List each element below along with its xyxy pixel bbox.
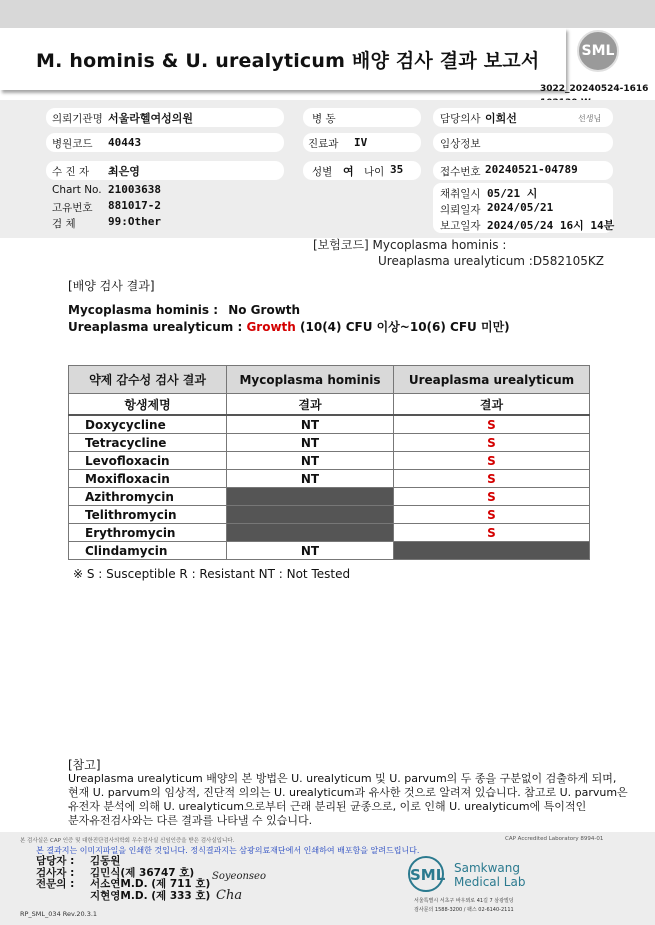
image-notice: 본 결과지는 이미지파일을 인쇄한 것입니다. 정식결과지는 삼광의료재단에서 인쇄하여 배포함을 알려드립니다. (36, 846, 420, 855)
reference-line-1: Ureaplasma urealyticum 배양의 본 방법은 U. urealyticum 및 U. parvum의 두 종을 구분없이 검출하게 되며, (68, 772, 617, 785)
clinical-info-label: 임상정보 (440, 138, 481, 150)
recipient-label: 수 진 자 (52, 166, 90, 178)
mh-not-applicable-cell (227, 488, 394, 506)
subheader-mh-result: 결과 (227, 394, 394, 416)
sensitivity-row (69, 488, 590, 506)
insurance-code-line-1: [보험코드] Mycoplasma hominis : (313, 238, 507, 252)
subheader-antibiotic: 항생제명 (69, 394, 227, 416)
chart-no-label: Chart No. (52, 184, 102, 196)
uu-culture-range: (10(4) CFU 이상~10(6) CFU 미만) (300, 320, 510, 334)
sex-value: 여 (343, 165, 354, 178)
age-value: 35 (390, 163, 404, 176)
company-logo-text: SML (410, 866, 446, 884)
signature-1: Soyeonseo (212, 871, 266, 882)
sensitivity-table (68, 365, 590, 560)
fine-print: 본 검사실은 CAP 인증 및 대한진단검사의학회 우수검사실 신임인증을 받은 검사실입니다. (20, 838, 235, 844)
drug-name: Levofloxacin (69, 452, 227, 470)
hospital-code-label: 병원코드 (52, 138, 93, 150)
staff-name-3: 서소연M.D. (제 711 호) (90, 878, 211, 890)
sensitivity-row (69, 470, 590, 488)
department-value: IV (354, 136, 368, 149)
mh-result-cell: NT (227, 415, 394, 434)
culture-section-title: [배양 검사 결과] (68, 279, 155, 293)
sensitivity-header-row (69, 366, 590, 394)
header-mh: Mycoplasma hominis (227, 366, 394, 394)
collected-label: 채취일시 (440, 188, 481, 200)
mh-culture-result (68, 303, 300, 317)
requested-value: 2024/05/21 (487, 201, 554, 214)
mh-culture-value: No Growth (228, 303, 301, 317)
age-label: 나이 (364, 166, 385, 178)
insurance-code-line-2: Ureaplasma urealyticum :D582105KZ (378, 254, 604, 268)
mh-result-cell: NT (227, 470, 394, 488)
company-name-en-1: Samkwang (454, 861, 520, 875)
reference-line-4: 분자유전검사와는 다른 결과를 나타낼 수 있습니다. (68, 814, 313, 827)
report-number-line-1: 3022_20240524-1616 (540, 84, 649, 94)
drug-name: Telithromycin (69, 506, 227, 524)
staff-name-4: 지현영M.D. (제 333 호) (90, 890, 211, 902)
drug-name: Azithromycin (69, 488, 227, 506)
unique-no-value: 881017-2 (108, 199, 161, 212)
drug-name: Doxycycline (69, 415, 227, 434)
top-band (0, 0, 655, 28)
ward-label: 병 동 (312, 113, 336, 125)
uu-result-cell: S (394, 452, 590, 470)
mh-not-applicable-cell (227, 506, 394, 524)
company-block (406, 856, 626, 920)
drug-name: Erythromycin (69, 524, 227, 542)
sensitivity-row (69, 524, 590, 542)
mh-result-cell: NT (227, 434, 394, 452)
uu-not-applicable-cell (394, 542, 590, 560)
mh-result-cell: NT (227, 542, 394, 560)
reported-value: 2024/05/24 16시 14분 (487, 219, 615, 232)
sml-company-logo (406, 856, 626, 916)
company-address: 서울특별시 서초구 바우뫼로 41길 7 삼광빌딩 (414, 898, 514, 904)
reference-line-2: 현재 U. parvum의 임상적, 진단적 의의는 U. urealyticum과 유사한 것으로 알려져 있습니다. 참고로 U. parvum은 (68, 786, 628, 799)
sensitivity-row (69, 434, 590, 452)
receipt-no-label: 접수번호 (440, 166, 481, 178)
specimen-value: 99:Other (108, 215, 161, 228)
staff-role-3: 전문의 : (36, 878, 75, 890)
institution-label: 의뢰기관명 (52, 113, 103, 125)
drug-name: Moxifloxacin (69, 470, 227, 488)
uu-result-cell: S (394, 415, 590, 434)
uu-result-cell: S (394, 434, 590, 452)
reported-label: 보고일자 (440, 220, 481, 232)
institution-value: 서울라헬여성의원 (108, 112, 194, 125)
requested-label: 의뢰일자 (440, 204, 481, 216)
staff-name-1: 김동원 (90, 855, 121, 867)
reference-line-3: 유전자 분석에 의해 U. urealyticum으로부터 근래 분리된 균종으로, 이로 인해 U. urealyticum에 특이적인 (68, 800, 587, 813)
sensitivity-row (69, 542, 590, 560)
doctor-value: 이희선 (485, 112, 517, 125)
staff-role-1: 담당자 : (36, 855, 75, 867)
uu-culture-label: Ureaplasma urealyticum : (68, 320, 243, 334)
company-phone: 검사문의 1588-3200 / 팩스 02-6140-2111 (414, 907, 514, 913)
staff-name-2: 김민식(제 36747 호) (90, 867, 195, 879)
reference-title: [참고] (68, 758, 101, 772)
drug-name: Tetracycline (69, 434, 227, 452)
signature-2: Cha (216, 888, 243, 903)
receipt-no-value: 20240521-04789 (485, 163, 578, 176)
page-title: M. hominis & U. urealyticum 배양 검사 결과 보고서 (36, 50, 540, 72)
collected-value: 05/21 시 (487, 187, 538, 200)
sensitivity-subheader-row (69, 394, 590, 416)
sml-logo: SML (577, 30, 619, 72)
specimen-label: 검 체 (52, 218, 76, 230)
header-uu: Ureaplasma urealyticum (394, 366, 590, 394)
unique-no-label: 고유번호 (52, 202, 93, 214)
header-drug-test: 약제 감수성 검사 결과 (69, 366, 227, 394)
subheader-uu-result: 결과 (394, 394, 590, 416)
mh-culture-label: Mycoplasma hominis : (68, 303, 219, 317)
uu-result-cell: S (394, 524, 590, 542)
company-name-en-2: Medical Lab (454, 875, 526, 889)
legend-note: ※ S : Susceptible R : Resistant NT : Not Tested (73, 567, 351, 581)
uu-culture-value: Growth (246, 320, 296, 334)
mh-not-applicable-cell (227, 524, 394, 542)
sensitivity-row (69, 452, 590, 470)
sensitivity-row (69, 415, 590, 434)
uu-culture-result (68, 318, 510, 335)
recipient-value: 최은영 (108, 165, 140, 178)
uu-result-cell: S (394, 506, 590, 524)
document-code: RP_SML_034 Rev.20.3.1 (20, 910, 98, 918)
doctor-suffix: 선생님 (578, 114, 602, 123)
sensitivity-row (69, 506, 590, 524)
cap-text: CAP Accredited Laboratory 8994-01 (505, 836, 604, 842)
chart-no-value: 21003638 (108, 183, 161, 196)
doctor-label: 담당의사 (440, 113, 481, 125)
hospital-code-value: 40443 (108, 136, 142, 149)
uu-result-cell: S (394, 488, 590, 506)
department-label: 진료과 (308, 138, 339, 150)
drug-name: Clindamycin (69, 542, 227, 560)
staff-role-2: 검사자 : (36, 867, 75, 879)
uu-result-cell: S (394, 470, 590, 488)
mh-result-cell: NT (227, 452, 394, 470)
sex-label: 성별 (312, 166, 333, 178)
